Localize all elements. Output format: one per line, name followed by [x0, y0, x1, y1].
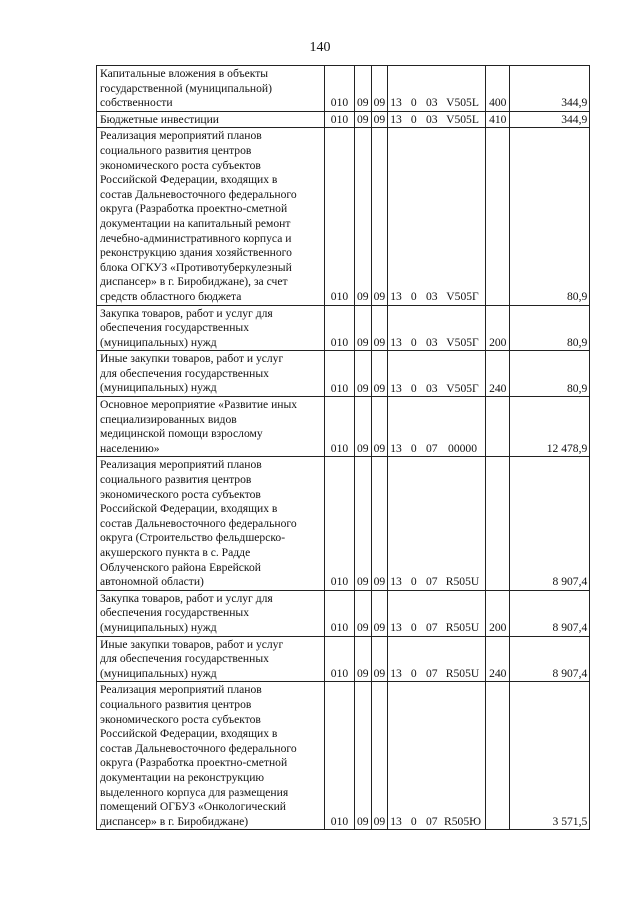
code-cell: 07: [424, 590, 440, 636]
amount-cell: 80,9: [510, 305, 590, 351]
code-cell: 240: [486, 351, 510, 397]
code-cell: 00000: [440, 397, 486, 457]
row-name: Реализация мероприятий планов социального развития центров экономического роста субъектов Российской Федерации, входящих в состав Дальневосточного федерального округа (Разработка проектно-сметной документации на реконструкцию выделенного корпуса для размещения помещений ОГБУЗ «Онкологический диспансер» в г. Биробиджане): [97, 682, 325, 830]
code-cell: 13: [388, 397, 404, 457]
code-cell: 09: [371, 66, 388, 112]
row-name: Реализация мероприятий планов социального развития центров экономического роста субъектов Российской Федерации, входящих в состав Дальневосточного федерального округа (Разработка проектно-сметной документации на капитальный ремонт лечебно-административного корпуса и реконструкцию здания хозяйственного блока ОГКУЗ «Противотуберкулезный диспансер» в г. Биробиджане), за счет средств областного бюджета: [97, 128, 325, 305]
code-cell: 0: [404, 128, 424, 305]
code-cell: 09: [355, 305, 372, 351]
row-name: Основное мероприятие «Развитие иных специализированных видов медицинской помощи взрослому населению»: [97, 397, 325, 457]
code-cell: 09: [355, 636, 372, 682]
table-row: [97, 305, 590, 351]
amount-cell: 80,9: [510, 351, 590, 397]
code-cell: 09: [371, 111, 388, 128]
code-cell: 09: [355, 111, 372, 128]
code-cell: 09: [371, 351, 388, 397]
table-row: [97, 351, 590, 397]
code-cell: 13: [388, 636, 404, 682]
amount-cell: 344,9: [510, 66, 590, 112]
code-cell: 400: [486, 66, 510, 112]
code-cell: 0: [404, 636, 424, 682]
code-cell: 410: [486, 111, 510, 128]
row-name: Реализация мероприятий планов социального развития центров экономического роста субъектов Российской Федерации, входящих в состав Дальневосточного федерального округа (Строительство фельдшерско- акушерского пункта в с. Радде Облученского района Еврейской автономной области): [97, 457, 325, 590]
row-name: Капитальные вложения в объекты государственной (муниципальной) собственности: [97, 66, 325, 112]
code-cell: 09: [371, 397, 388, 457]
code-cell: 09: [371, 682, 388, 830]
code-cell: 09: [355, 457, 372, 590]
budget-table: [96, 65, 590, 830]
code-cell: 09: [355, 397, 372, 457]
code-cell: V505Г: [440, 305, 486, 351]
code-cell: 0: [404, 111, 424, 128]
code-cell: 13: [388, 128, 404, 305]
code-cell: 13: [388, 590, 404, 636]
code-cell: 0: [404, 66, 424, 112]
amount-cell: 80,9: [510, 128, 590, 305]
code-cell: V505L: [440, 66, 486, 112]
code-cell: 09: [355, 590, 372, 636]
code-cell: 07: [424, 682, 440, 830]
code-cell: R505U: [440, 636, 486, 682]
code-cell: 13: [388, 111, 404, 128]
row-name: Закупка товаров, работ и услуг для обеспечения государственных (муниципальных) нужд: [97, 305, 325, 351]
code-cell: [486, 397, 510, 457]
code-cell: R505U: [440, 457, 486, 590]
code-cell: 010: [325, 636, 355, 682]
code-cell: 010: [325, 397, 355, 457]
table-row: [97, 66, 590, 112]
code-cell: [486, 128, 510, 305]
code-cell: 07: [424, 457, 440, 590]
table-row: [97, 636, 590, 682]
code-cell: 09: [371, 457, 388, 590]
code-cell: [486, 457, 510, 590]
amount-cell: 8 907,4: [510, 636, 590, 682]
code-cell: 09: [371, 305, 388, 351]
code-cell: 200: [486, 305, 510, 351]
code-cell: 09: [355, 128, 372, 305]
code-cell: 03: [424, 66, 440, 112]
code-cell: 010: [325, 305, 355, 351]
code-cell: V505L: [440, 111, 486, 128]
amount-cell: 8 907,4: [510, 457, 590, 590]
code-cell: 09: [355, 66, 372, 112]
code-cell: V505Г: [440, 128, 486, 305]
code-cell: 0: [404, 397, 424, 457]
table-row: [97, 590, 590, 636]
row-name: Бюджетные инвестиции: [97, 111, 325, 128]
code-cell: V505Г: [440, 351, 486, 397]
code-cell: 09: [371, 590, 388, 636]
amount-cell: 12 478,9: [510, 397, 590, 457]
code-cell: 03: [424, 111, 440, 128]
code-cell: 13: [388, 351, 404, 397]
table-row: [97, 397, 590, 457]
table-row: [97, 111, 590, 128]
row-name: Иные закупки товаров, работ и услуг для обеспечения государственных (муниципальных) нужд: [97, 351, 325, 397]
row-name: Закупка товаров, работ и услуг для обеспечения государственных (муниципальных) нужд: [97, 590, 325, 636]
code-cell: R505Ю: [440, 682, 486, 830]
code-cell: 03: [424, 305, 440, 351]
code-cell: 09: [355, 682, 372, 830]
code-cell: 07: [424, 636, 440, 682]
page-number: 140: [309, 40, 331, 55]
amount-cell: 344,9: [510, 111, 590, 128]
code-cell: 13: [388, 66, 404, 112]
amount-cell: 8 907,4: [510, 590, 590, 636]
code-cell: 03: [424, 351, 440, 397]
code-cell: 03: [424, 128, 440, 305]
code-cell: 0: [404, 351, 424, 397]
code-cell: 010: [325, 111, 355, 128]
code-cell: 09: [355, 351, 372, 397]
code-cell: 0: [404, 457, 424, 590]
code-cell: R505U: [440, 590, 486, 636]
table-row: [97, 457, 590, 590]
code-cell: 0: [404, 682, 424, 830]
table-row: [97, 682, 590, 830]
code-cell: 240: [486, 636, 510, 682]
code-cell: 13: [388, 305, 404, 351]
code-cell: 0: [404, 590, 424, 636]
code-cell: 010: [325, 682, 355, 830]
code-cell: 010: [325, 351, 355, 397]
code-cell: 010: [325, 66, 355, 112]
code-cell: 09: [371, 636, 388, 682]
code-cell: 010: [325, 457, 355, 590]
amount-cell: 3 571,5: [510, 682, 590, 830]
code-cell: 07: [424, 397, 440, 457]
code-cell: [486, 682, 510, 830]
code-cell: 0: [404, 305, 424, 351]
code-cell: 13: [388, 682, 404, 830]
code-cell: 13: [388, 457, 404, 590]
code-cell: 200: [486, 590, 510, 636]
table-row: [97, 128, 590, 305]
code-cell: 09: [371, 128, 388, 305]
row-name: Иные закупки товаров, работ и услуг для обеспечения государственных (муниципальных) нужд: [97, 636, 325, 682]
code-cell: 010: [325, 128, 355, 305]
code-cell: 010: [325, 590, 355, 636]
